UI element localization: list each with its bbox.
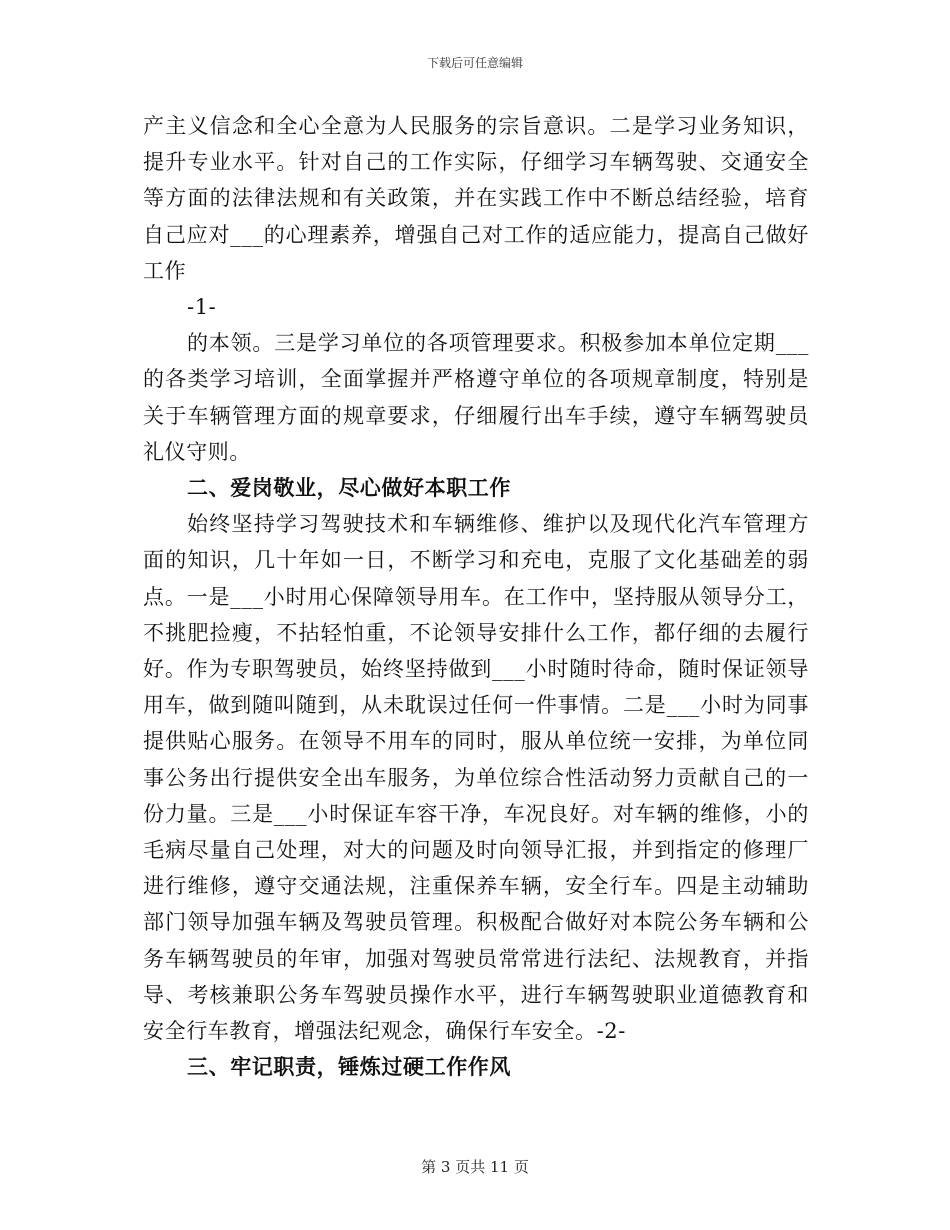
page-header: 下载后可任意编辑: [426, 56, 523, 70]
page-footer: 第 3 页共 11 页: [421, 1158, 529, 1176]
document-body: [143, 108, 809, 1085]
paragraph-3: 始终坚持学习驾驶技术和车辆维修、维护以及现代化汽车管理方面的知识，几十年如一日，不断学习和充电，克服了文化基础差的弱点。一是___小时用心保障领导用车。在工作中，坚持服从领导分工，不挑肥捡瘦，不拈轻怕重，不论领导安排什么工作，都仔细的去履行好。作为专职驾驶员，始终坚持做到___小时随时待命，随时保证领导用车，做到随叫随到，从未耽误过任何一件事情。二是___小时为同事提供贴心服务。在领导不用车的同时，服从单位统一安排，为单位同事公务出行提供安全出车服务，为单位综合性活动努力贡献自己的一份力量。三是___小时保证车容干净，车况良好。对车辆的维修，小的毛病尽量自己处理，对大的问题及时向领导汇报，并到指定的修理厂进行维修，遵守交通法规，注重保养车辆，安全行车。四是主动辅助部门领导加强车辆及驾驶员管理。积极配合做好对本院公务车辆和公务车辆驾驶员的年审，加强对驾驶员常常进行法纪、法规教育，并指导、考核兼职公务车驾驶员操作水平，进行车辆驾驶职业道德教育和安全行车教育，增强法纪观念，确保行车安全。-2-: [143, 512, 809, 1044]
paragraph-2: 的本领。三是学习单位的各项管理要求。积极参加本单位定期___的各类学习培训，全面掌握并严格遵守单位的各项规章制度，特别是关于车辆管理方面的规章要求，仔细履行出车手续，遵守车辆驾驶员礼仪守则。: [143, 331, 809, 464]
section-heading-3: 三、牢记职责，锤炼过硬工作作风: [187, 1054, 511, 1080]
section-heading-2: 二、爱岗敬业，尽心做好本职工作: [187, 475, 511, 501]
paragraph-1: 产主义信念和全心全意为人民服务的宗旨意识。二是学习业务知识，提升专业水平。针对自己的工作实际，仔细学习车辆驾驶、交通安全等方面的法律法规和有关政策，并在实践工作中不断总结经验，培育自己应对___的心理素养，增强自己对工作的适应能力，提高自己做好工作: [143, 114, 809, 283]
page-marker-1: -1-: [187, 295, 217, 320]
